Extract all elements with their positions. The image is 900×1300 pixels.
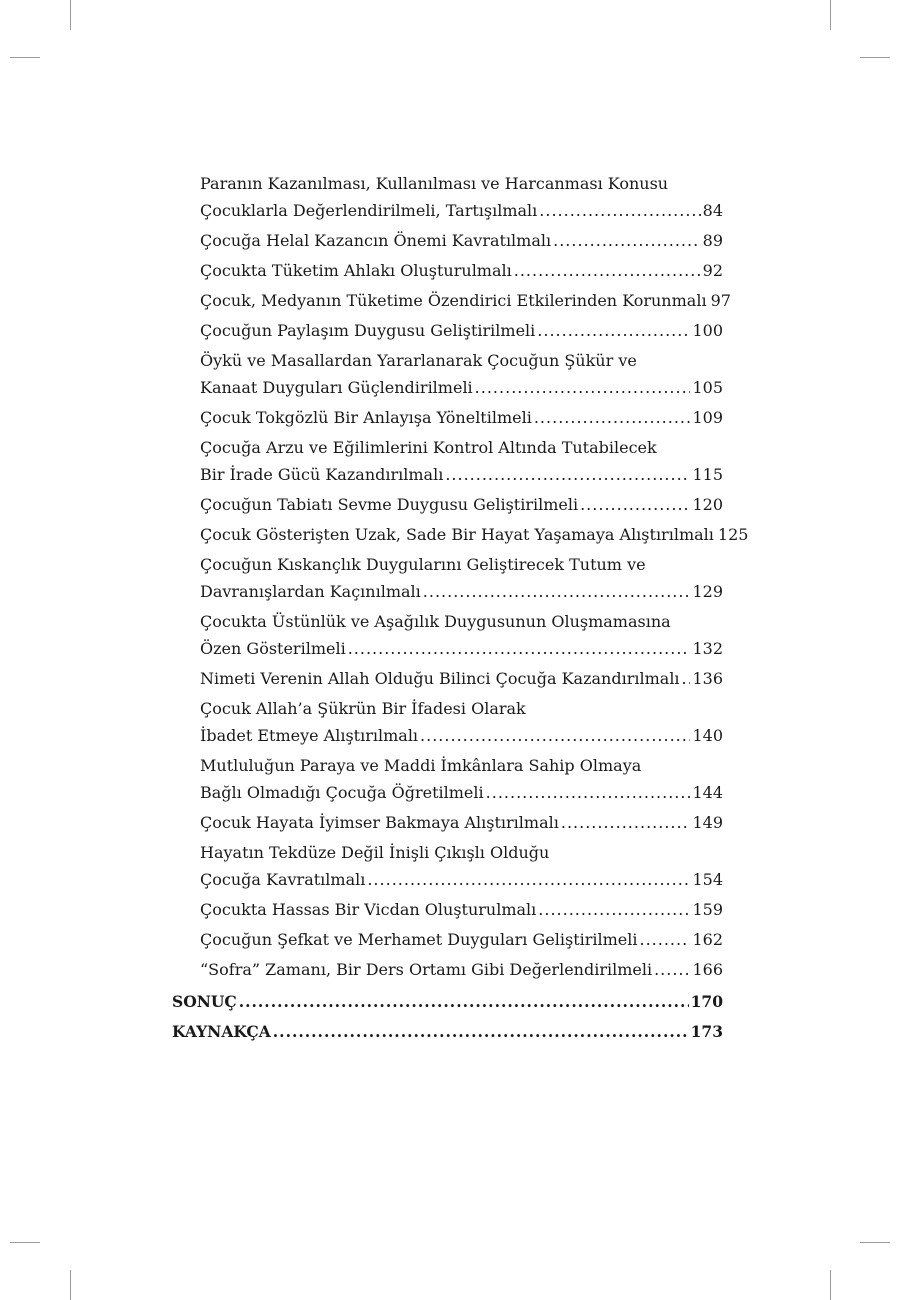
toc-entry-last-line <box>200 374 723 401</box>
toc-entry-title: Çocukta Hassas Bir Vicdan Oluşturulmalı <box>200 900 537 919</box>
toc-page-number: 120 <box>692 495 723 514</box>
toc-entry[interactable] <box>200 404 723 431</box>
toc-entry[interactable] <box>200 896 723 923</box>
toc-entry-title: Çocuğun Şefkat ve Merhamet Duyguları Geliştirilmeli <box>200 930 638 949</box>
toc-entry[interactable] <box>200 695 723 749</box>
toc-page-number: 105 <box>692 378 723 397</box>
toc-entry[interactable] <box>200 317 723 344</box>
toc-entry[interactable] <box>200 347 723 401</box>
toc-entry-title-line: Hayatın Tekdüze Değil İnişli Çıkışlı Olduğu <box>200 843 550 862</box>
toc-main-entry[interactable] <box>172 1018 723 1045</box>
toc-entry[interactable] <box>200 809 723 836</box>
toc-page-number: 115 <box>692 465 723 484</box>
toc-entry-title-line: Çocuk Allah’a Şükrün Bir İfadesi Olarak <box>200 699 526 718</box>
dot-leader <box>682 665 691 692</box>
toc-entry[interactable] <box>200 665 723 692</box>
toc-entry-last-line <box>200 779 723 806</box>
toc-page-number: 125 <box>717 525 749 544</box>
dot-leader <box>654 956 690 983</box>
toc-main-entry[interactable] <box>172 988 723 1015</box>
toc-entry-title: Çocuk Gösterişten Uzak, Sade Bir Hayat Yaşamaya Alıştırılmalı <box>200 525 714 544</box>
dot-leader <box>538 896 690 923</box>
toc-entry-last-line <box>200 287 731 314</box>
toc-entry-last-line <box>200 722 723 749</box>
toc-entry-last-line <box>200 896 723 923</box>
dot-leader <box>423 578 691 605</box>
toc-entry-last-line <box>172 1018 723 1045</box>
toc-entry-last-line <box>200 866 723 893</box>
toc-entry-last-line <box>172 988 723 1015</box>
toc-entry[interactable] <box>200 257 723 284</box>
toc-entry-title: Çocuklarla Değerlendirilmeli, Tartışılmalı <box>200 201 538 220</box>
toc-entry[interactable] <box>200 839 723 893</box>
toc-entry-last-line <box>200 809 723 836</box>
dot-leader <box>348 635 691 662</box>
toc-entry-last-line <box>200 578 723 605</box>
dot-leader <box>534 404 691 431</box>
toc-entry[interactable] <box>200 287 731 314</box>
dot-leader <box>640 926 691 953</box>
toc-entry-title: Kanaat Duyguları Güçlendirilmeli <box>200 378 473 397</box>
toc-entry-last-line <box>200 257 723 284</box>
toc-entry-last-line <box>200 317 723 344</box>
toc-entry-title: Bir İrade Gücü Kazandırılmalı <box>200 465 444 484</box>
toc-page-number: 154 <box>692 870 723 889</box>
toc-page-number: 92 <box>702 261 723 280</box>
toc-page-number: 149 <box>692 813 723 832</box>
toc-entry-title: SONUÇ <box>172 992 237 1011</box>
toc-entry-title: Özen Gösterilmeli <box>200 639 346 658</box>
toc-entry-last-line <box>200 491 723 518</box>
toc-entry-last-line <box>200 635 723 662</box>
dot-leader <box>273 1018 689 1045</box>
dot-leader <box>514 257 701 284</box>
dot-leader <box>367 866 690 893</box>
toc-entry[interactable] <box>200 491 723 518</box>
toc-entry-title: Çocuğun Tabiatı Sevme Duygusu Geliştirilmeli <box>200 495 579 514</box>
toc-entry[interactable] <box>200 521 749 548</box>
toc-entry-title: Çocuğun Paylaşım Duygusu Geliştirilmeli <box>200 321 536 340</box>
toc-entry[interactable] <box>200 956 723 983</box>
toc-entry-last-line <box>200 461 723 488</box>
toc-entry[interactable] <box>200 608 723 662</box>
toc-page-number: 170 <box>690 992 723 1011</box>
toc-entry[interactable] <box>200 752 723 806</box>
toc-entry[interactable] <box>200 434 723 488</box>
dot-leader <box>537 317 690 344</box>
toc-page-number: 144 <box>692 783 723 802</box>
toc-entry[interactable] <box>200 551 723 605</box>
toc-entry-title: “Sofra” Zamanı, Bir Ders Ortamı Gibi Değerlendirilmeli <box>200 960 653 979</box>
toc-page-number: 173 <box>690 1022 723 1041</box>
toc-page-number: 159 <box>692 900 723 919</box>
toc-entry-title: İbadet Etmeye Alıştırılmalı <box>200 726 419 745</box>
dot-leader <box>486 779 691 806</box>
toc-entry-title: Çocuğa Helal Kazancın Önemi Kavratılmalı <box>200 231 552 250</box>
toc-page-number: 84 <box>702 201 723 220</box>
toc-entry-last-line <box>200 197 723 224</box>
toc-page-number: 136 <box>692 669 723 688</box>
toc-entry-title-line: Öykü ve Masallardan Yararlanarak Çocuğun Şükür ve <box>200 351 637 370</box>
dot-leader <box>445 461 690 488</box>
toc-entry[interactable] <box>200 926 723 953</box>
toc-entry-title: Çocuk, Medyanın Tüketime Özendirici Etkilerinden Korunmalı <box>200 291 707 310</box>
dot-leader <box>475 374 691 401</box>
toc-entry-last-line <box>200 956 723 983</box>
toc-page-number: 162 <box>692 930 723 949</box>
dot-leader <box>561 809 691 836</box>
toc-entry-title: Çocukta Tüketim Ahlakı Oluşturulmalı <box>200 261 512 280</box>
toc-page-number: 97 <box>710 291 731 310</box>
toc-entry-title: Çocuk Hayata İyimser Bakmaya Alıştırılmalı <box>200 813 559 832</box>
dot-leader <box>539 197 700 224</box>
toc-page-number: 166 <box>692 960 723 979</box>
toc-entry-title: KAYNAKÇA <box>172 1022 271 1041</box>
toc-entry-title: Nimeti Verenin Allah Olduğu Bilinci Çocuğa Kazandırılmalı <box>200 669 680 688</box>
toc-entry-title: Çocuk Tokgözlü Bir Anlayışa Yöneltilmeli <box>200 408 532 427</box>
dot-leader <box>239 988 689 1015</box>
dot-leader <box>580 491 690 518</box>
toc-entry-title: Çocuğa Kavratılmalı <box>200 870 366 889</box>
toc-page-number: 109 <box>692 408 723 427</box>
toc-entry-title: Bağlı Olmadığı Çocuğa Öğretilmeli <box>200 783 484 802</box>
toc-entry-title-line: Mutluluğun Paraya ve Maddi İmkânlara Sahip Olmaya <box>200 756 642 775</box>
toc-entry[interactable] <box>200 170 723 224</box>
toc-entry-last-line <box>200 404 723 431</box>
toc-page-number: 89 <box>702 231 723 250</box>
toc-entry-title: Davranışlardan Kaçınılmalı <box>200 582 421 601</box>
toc-entry-title-line: Çocuğun Kıskançlık Duygularını Geliştirecek Tutum ve <box>200 555 646 574</box>
toc-entry-title-line: Çocuğa Arzu ve Eğilimlerini Kontrol Altında Tutabilecek <box>200 438 657 457</box>
toc-entry-title-line: Çocukta Üstünlük ve Aşağılık Duygusunun Oluşmamasına <box>200 612 671 631</box>
dot-leader <box>553 227 701 254</box>
toc-entry-title-line: Paranın Kazanılması, Kullanılması ve Harcanması Konusu <box>200 174 669 193</box>
toc-page-number: 100 <box>692 321 723 340</box>
toc-entry[interactable] <box>200 227 723 254</box>
toc-entry-last-line <box>200 521 749 548</box>
toc-entry-last-line <box>200 665 723 692</box>
toc-page-number: 132 <box>692 639 723 658</box>
toc-page-number: 140 <box>692 726 723 745</box>
toc-entry-last-line <box>200 227 723 254</box>
toc-page-number: 129 <box>692 582 723 601</box>
toc-entry-last-line <box>200 926 723 953</box>
dot-leader <box>420 722 690 749</box>
